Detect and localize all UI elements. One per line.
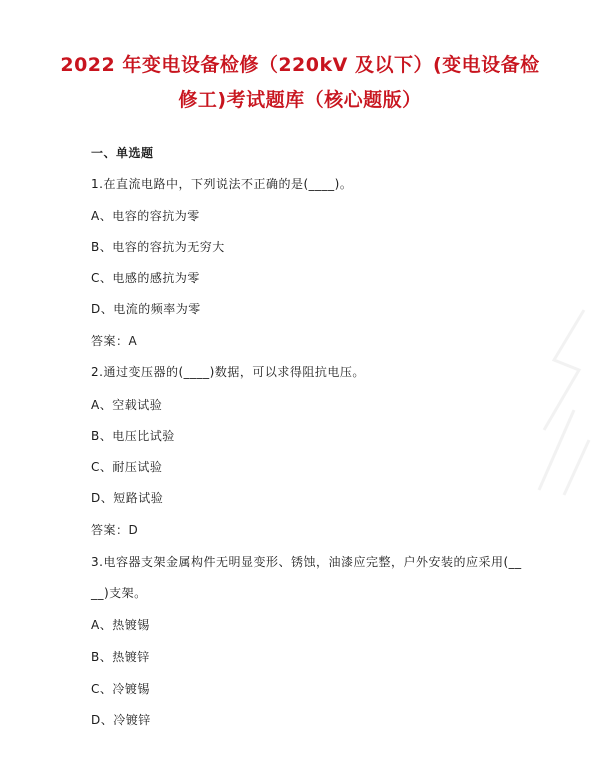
question-3-option-b: B、热镀锌 <box>91 650 150 664</box>
question-3-option-a: A、热镀锡 <box>91 618 150 632</box>
question-2-answer: 答案：D <box>91 523 139 537</box>
document-title-line-1: 2022 年变电设备检修（220kV 及以下）(变电设备检 <box>60 54 540 76</box>
question-3-stem-line-1: 3.电容器支架金属构件无明显变形、锈蚀，油漆应完整，户外安装的应采用(__ <box>91 555 522 569</box>
question-2-option-b: B、电压比试验 <box>91 429 175 443</box>
question-1-option-c: C、电感的感抗为零 <box>91 271 200 285</box>
question-1-option-b: B、电容的容抗为无穷大 <box>91 240 225 254</box>
question-3-option-c: C、冷镀锡 <box>91 682 150 696</box>
question-2-option-a: A、空载试验 <box>91 398 163 412</box>
question-3-option-d: D、冷镀锌 <box>91 713 151 727</box>
question-1-stem: 1.在直流电路中，下列说法不正确的是(____)。 <box>91 177 353 191</box>
document-title-line-2: 修工)考试题库（核心题版） <box>178 89 422 111</box>
watermark <box>524 300 594 500</box>
section-heading: 一、单选题 <box>91 146 154 160</box>
question-2-stem: 2.通过变压器的(____)数据，可以求得阻抗电压。 <box>91 365 365 379</box>
question-2-option-d: D、短路试验 <box>91 491 164 505</box>
question-1-option-d: D、电流的频率为零 <box>91 302 201 316</box>
question-1-answer: 答案：A <box>91 334 138 348</box>
question-1-option-a: A、电容的容抗为零 <box>91 209 200 223</box>
question-2-option-c: C、耐压试验 <box>91 460 163 474</box>
question-3-stem-line-2: __)支架。 <box>91 586 147 600</box>
